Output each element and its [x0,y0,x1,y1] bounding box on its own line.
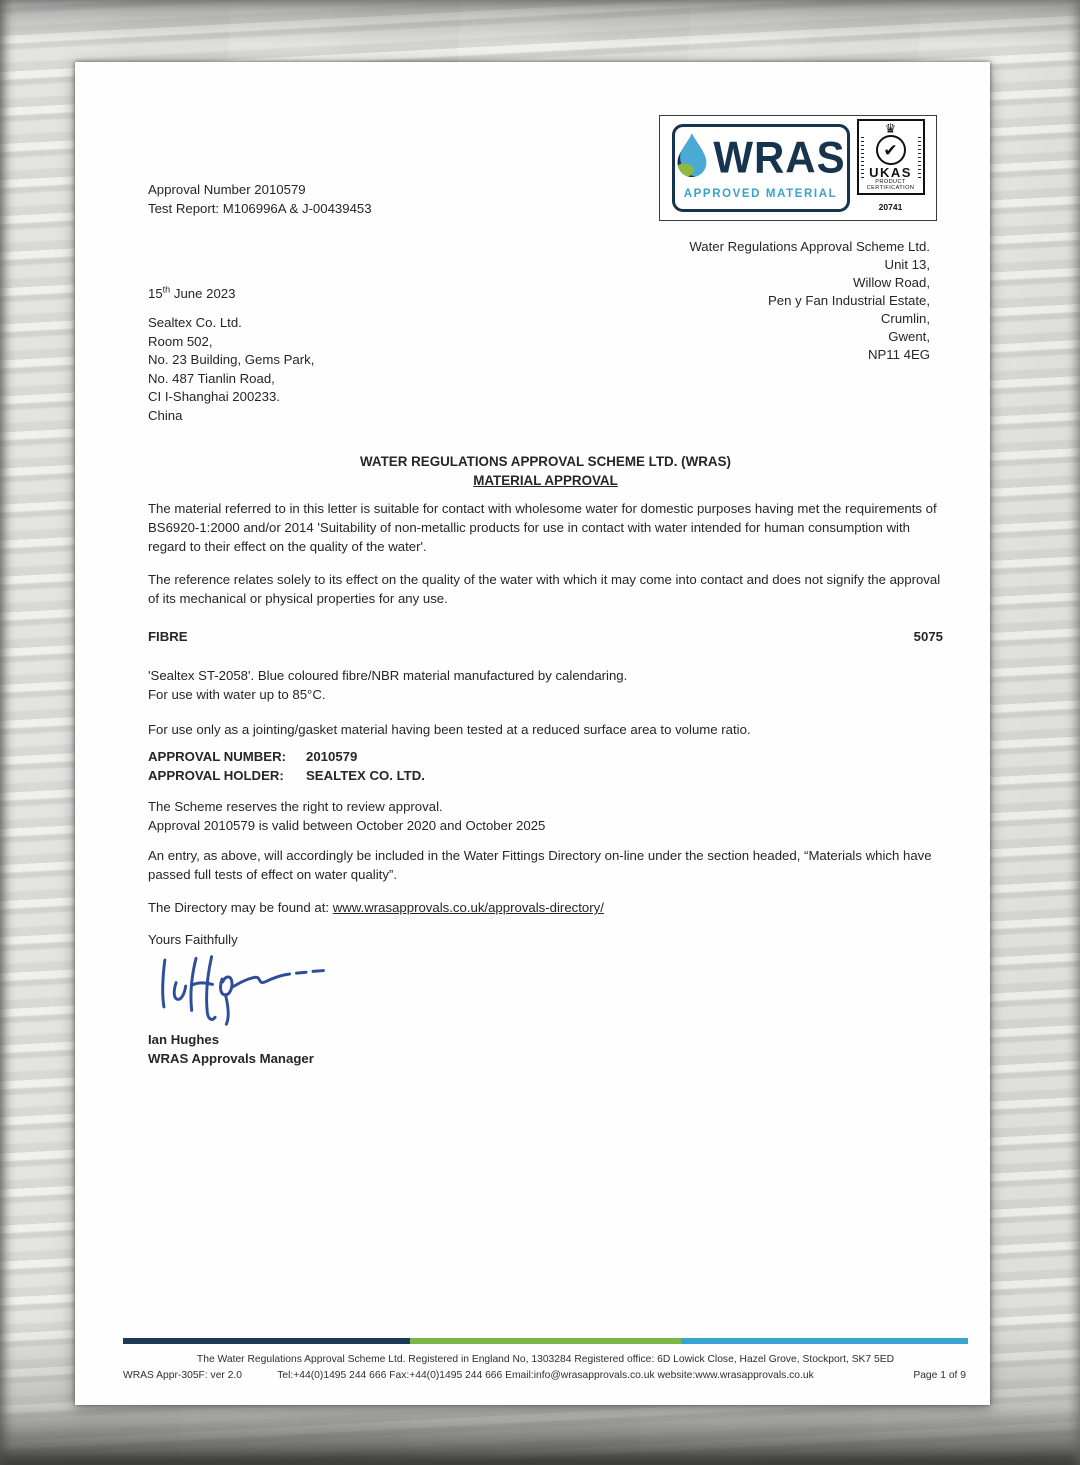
footer-color-bar [123,1338,968,1344]
recipient-address-line: Room 502, [148,333,213,349]
sender-address-line: Willow Road, [853,275,930,290]
letter-title [148,452,943,490]
ukas-badge [857,119,925,217]
footer-bar-blue-segment [681,1338,968,1344]
footer-bar-green-segment [410,1338,680,1344]
approval-number-value: 2010579 [306,749,358,764]
material-description-line: For use with water up to 85°C. [148,687,326,702]
approval-number-line: Approval Number 2010579 [148,182,306,197]
recipient-address-line: No. 23 Building, Gems Park, [148,352,315,367]
material-approval-subtitle: MATERIAL APPROVAL [473,473,618,488]
ukas-ruler-ticks-right [918,137,921,179]
ukas-accreditation-number: 20741 [878,202,903,212]
sender-address-line: Pen y Fan Industrial Estate, [768,293,930,308]
sender-address [689,238,930,364]
letter-date [148,284,235,303]
approval-number-row [148,747,943,766]
usage-note: For use only as a jointing/gasket material having been tested at a reduced surface area to volume ratio. [148,722,751,737]
material-description [148,666,943,704]
signatory-name: Ian Hughes [148,1032,220,1047]
wras-approved-material-badge [672,124,850,212]
signature-image [148,948,348,1031]
review-line: Approval 2010579 is valid between October 2020 and October 2025 [148,818,546,833]
ukas-product-label: PRODUCT [875,179,906,185]
footer-page-number: Page 1 of 9 [913,1370,966,1381]
directory-line [148,898,943,917]
footer-bar-navy-segment [123,1338,410,1344]
review-note [148,797,943,835]
paragraph-reference: The reference relates solely to its effect on the quality of the water with which it may come into contact and does not signify the approval of its mechanical or physical properties for any use. [148,572,941,606]
closing-salutation: Yours Faithfully [148,932,238,947]
date-ordinal-suffix: th [162,284,171,295]
wras-water-drop-icon [675,132,709,183]
test-report-line: Test Report: M106996A & J-00439453 [148,201,372,216]
footer-registration-line: The Water Regulations Approval Scheme Ltd. Registered in England No, 1303284 Registered office: 6D Lowick Close, Hazel Grove, Stockport, SK7 5ED [196,1354,895,1365]
ukas-ruler-ticks-left [861,137,864,179]
signatory-block [148,1030,943,1068]
wras-wordmark: WRAS [713,132,846,182]
signatory-title: WRAS Approvals Manager [148,1051,314,1066]
approval-reference-block [148,180,372,218]
wras-ukas-logo [659,115,937,221]
sender-address-line: Unit 13, [884,257,930,272]
material-heading-row [148,627,943,646]
scheme-title-line: WATER REGULATIONS APPROVAL SCHEME LTD. (WRAS) [360,454,731,469]
paragraph-suitability: The material referred to in this letter is suitable for contact with wholesome water for domestic purposes having met the requirements of BS6920-1:2000 and/or 2014 'Suitability of non-metallic products for use in contact with water intended for human consumption with regard to their effect on the quality of the water'. [148,501,937,554]
date-month-year: June 2023 [170,286,236,301]
recipient-address-line: Sealtex Co. Ltd. [148,315,242,330]
page-footer [123,1338,968,1383]
sender-address-line: NP11 4EG [867,347,930,362]
review-line: The Scheme reserves the right to review approval. [148,799,443,814]
approval-number-label: APPROVAL NUMBER: [148,749,286,764]
approval-holder-label: APPROVAL HOLDER: [148,768,284,783]
approval-details [148,747,943,785]
sender-address-line: Water Regulations Approval Scheme Ltd. [689,239,930,254]
footer-contact-line: Tel:+44(0)1495 244 666 Fax:+44(0)1495 244 666 Email:info@wrasapprovals.co.uk website:www.wrasapprovals.co.uk [277,1370,814,1381]
material-description-line: 'Sealtex ST-2058'. Blue coloured fibre/NBR material manufactured by calendaring. [148,668,628,683]
recipient-address-line: CI I-Shanghai 200233. [148,389,280,404]
directory-prefix: The Directory may be found at: [148,900,333,915]
approval-holder-value: SEALTEX CO. LTD. [306,768,425,783]
material-heading: FIBRE [148,629,188,644]
ukas-certification-mark [857,119,925,195]
checkmark-circle-icon: ✔ [876,135,906,165]
date-day: 15 [148,286,163,301]
material-code: 5075 [913,629,943,644]
recipient-address [148,314,314,425]
recipient-address-line: China [148,407,183,423]
ukas-certification-label: CERTIFICATION [866,185,915,191]
ukas-wordmark: UKAS [869,165,912,180]
sender-address-line: Gwent, [888,329,930,344]
approval-holder-row [148,766,943,785]
directory-link[interactable]: www.wrasapprovals.co.uk/approvals-directory/ [332,900,604,915]
sender-address-line: Crumlin, [880,311,930,326]
directory-entry-paragraph: An entry, as above, will accordingly be included in the Water Fittings Directory on-line under the section headed, “Materials which have passed full tests of effect on water quality”. [148,848,932,882]
recipient-address-line: No. 487 Tianlin Road, [148,370,275,386]
footer-doc-ref: WRAS Appr-305F: ver 2.0 [123,1370,243,1381]
crown-icon: ♛ [884,121,897,136]
letter-page [75,62,990,1405]
footer-second-line [123,1368,968,1383]
approved-material-label: APPROVED MATERIAL [683,188,838,200]
